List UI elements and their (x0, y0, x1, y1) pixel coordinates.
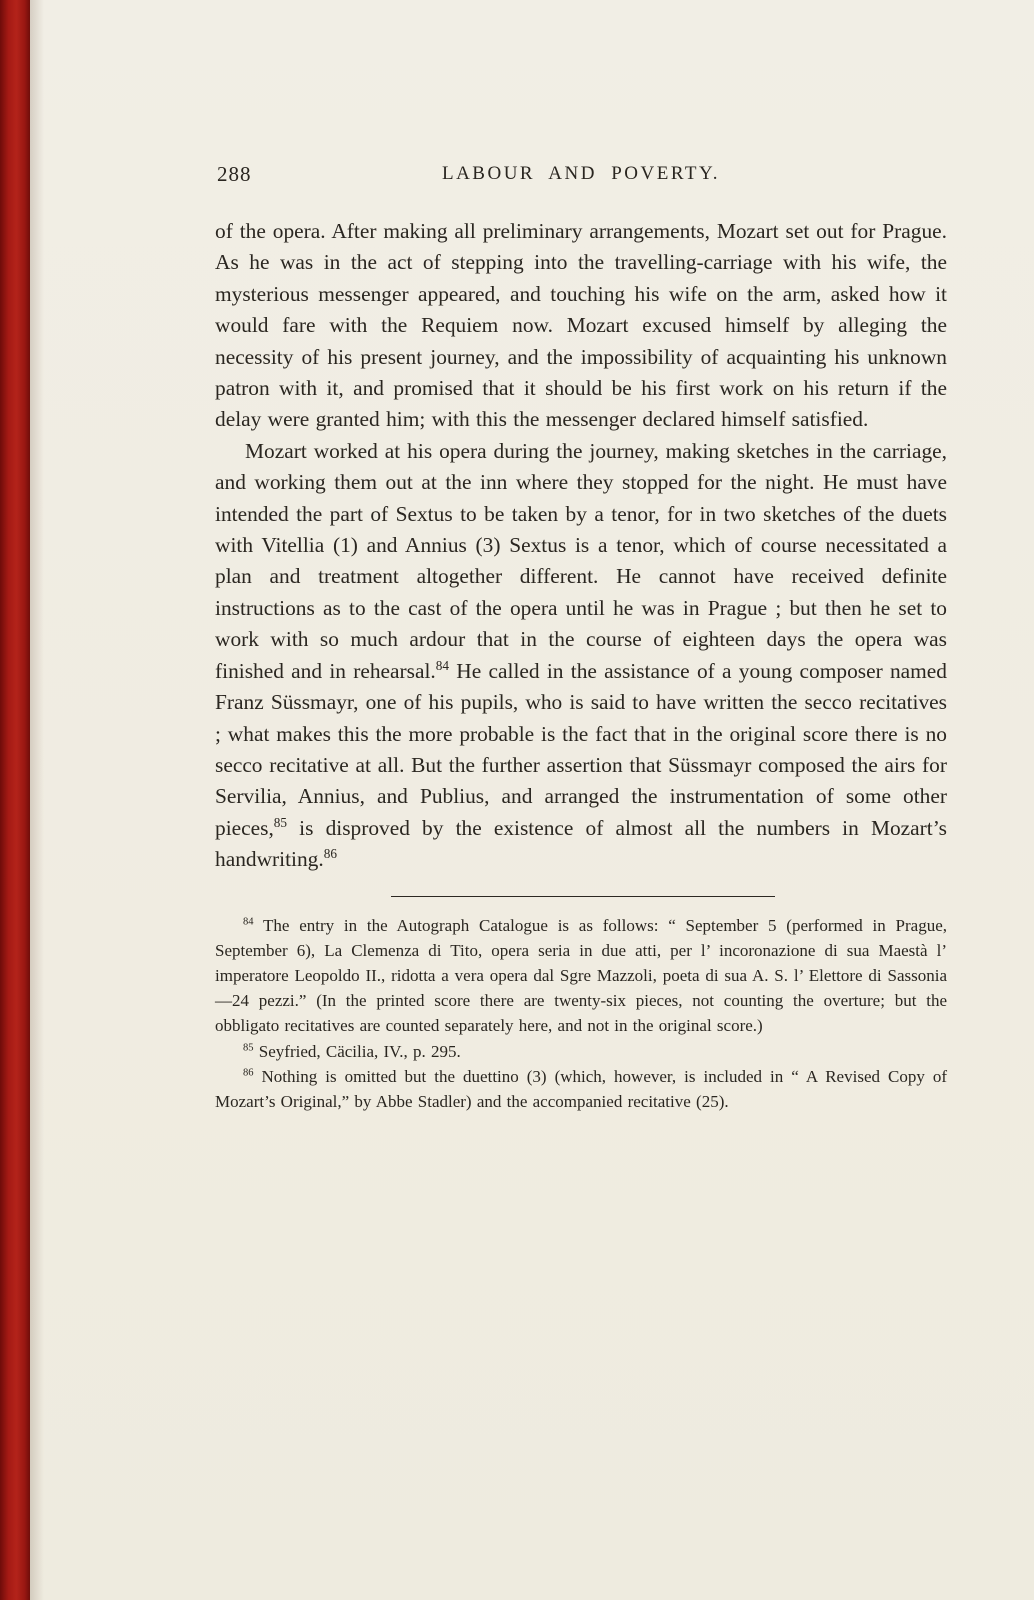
page-content (215, 160, 947, 1114)
body-text (215, 216, 947, 876)
page-gutter-shadow (30, 0, 44, 1600)
footnote-reference: 84 (243, 915, 254, 927)
footnote-reference: 85 (273, 814, 288, 830)
page-header (215, 160, 947, 190)
paragraph: Mozart worked at his opera during the journey, making sketches in the carriage, and working them out at the inn where they stopped for the night. He must have intended the part of Sextus to be taken by a tenor, for in two sketches of the duets with Vitellia (1) and Annius (3) Sextus is a tenor, which of course necessitated a plan and treatment altogether different. He cannot have received definite instructions as to the cast of the opera until he was in Prague ; but then he set to work with so much ardour that in the course of eighteen days the opera was finished and in rehearsal.$^{84}$ He called in the assistance of a young composer named Franz Süssmayr, one of his pupils, who is said to have written the secco recitatives ; what makes this the more probable is the fact that in the original score there is no secco recitative at all. But the further assertion that Süssmayr composed the airs for Servilia, Annius, and Publius, and arranged the instrumentation of some other pieces,$^{85}$ is disproved by the existence of almost all the numbers in Mozart’s handwriting.$^{86}$ (215, 438, 947, 872)
footnote-item: $^{84}$ The entry in the Autograph Catalogue is as follows: “ September 5 (performed in Prague, September 6), La Clemenza di Tito, opera seria in due atti, per l’ incoronazione di sua Maestà l’ imperatore Leopoldo II., ridotta a vera opera dal Sgre Mazzoli, poeta di sua A. S. l’ Elettore di Sassonia—24 pezzi.” (In the printed score there are twenty-six pieces, not counting the overture; but the obbligato recitatives are counted separately here, and not in the original score.) (215, 915, 947, 1036)
footnote-reference: 86 (323, 846, 337, 861)
footnote-reference: 84 (435, 657, 450, 673)
footnote-reference: 85 (243, 1041, 254, 1053)
footnote-separator-rule (391, 896, 775, 897)
running-title: LABOUR AND POVERTY. (441, 163, 720, 184)
paragraph: of the opera. After making all preliminary arrangements, Mozart set out for Prague. As he was in the act of stepping into the travelling-carriage with his wife, the mysterious messenger appeared, and touching his wife on the arm, asked how it would fare with the Requiem now. Mozart excused himself by alleging the necessity of his present journey, and the impossibility of acquainting his unknown patron with it, and promised that it should be his first work on his return if the delay were granted him; with this the messenger declared himself satisfied. (215, 219, 947, 432)
page-number: 288 (217, 162, 252, 186)
footnote-item: $^{86}$ Nothing is omitted but the duettino (3) (which, however, is included in “ A Revised Copy of Mozart’s Original,” by Abbe Stadler) and the accompanied recitative (25). (215, 1066, 947, 1111)
footnote-item: $^{85}$ Seyfried, Cäcilia, IV., p. 295. (243, 1041, 461, 1061)
footnote-reference: 86 (243, 1067, 254, 1079)
footnotes-section (215, 913, 947, 1115)
book-spine-edge-stripe (0, 0, 30, 1600)
